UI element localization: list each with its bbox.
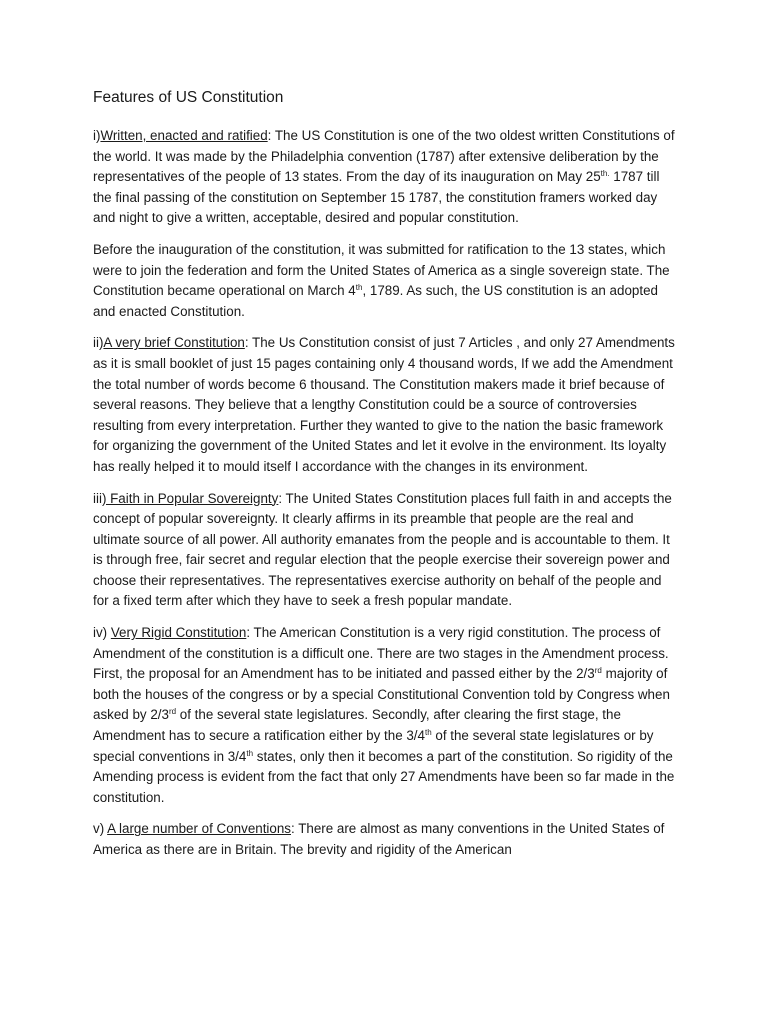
section-3-heading: ) Faith in Popular Sovereignty (101, 490, 279, 506)
section-4-text-2: majority of both the houses of the congress or by a special Constitutional Convention told by Congress when asked by 2/3 (93, 666, 670, 723)
section-1-paragraph-2 (93, 240, 678, 322)
document-page (93, 88, 678, 872)
section-3-body: : The United States Constitution places full faith in and accepts the concept of popular sovereignty. It clearly affirms in its preamble that people are the real and ultimate source of all power. All authority emanates from the people and is accountable to them. It is through free, fair secret and regular election that the people exercise their sovereign power and choose their representatives. The representatives exercise authority on behalf of the people and for a fixed term after which they have to seek a fresh popular mandate. (93, 490, 672, 609)
section-4-superscript-1: rd (594, 666, 602, 676)
section-4-text-1: : The American Constitution is a very rigid constitution. The process of Amendment of the constitution is a difficult one. There are two stages in the Amendment process. First, the proposal for an Amendment has to be initiated and passed either by the 2/3 (93, 625, 669, 682)
document-title: Features of US Constitution (93, 89, 284, 106)
section-5-prefix: v) (93, 821, 108, 837)
section-3-prefix: iii (93, 490, 102, 506)
section-4-superscript-2: rd (168, 707, 177, 717)
section-3-paragraph (93, 489, 678, 613)
section-5-heading: A large number of Conventions (107, 821, 291, 837)
section-4-text-3: of the several state legislatures. Secondly, after clearing the first stage, the Amendment has to secure a ratification either by the 3/4 (93, 707, 621, 744)
section-4-superscript-4: th (246, 748, 254, 758)
section-1-superscript: th. (600, 169, 610, 179)
section-1-heading: Written, enacted and ratified (100, 128, 268, 143)
section-4-paragraph (93, 623, 678, 808)
section-4-text-5: states, only then it becomes a part of the constitution. So rigidity of the Amending process is evident from the fact that only 27 Amendments have been so far made in the constitution. (93, 748, 675, 805)
section-5-paragraph (93, 819, 678, 860)
section-4-heading: Very Rigid Constitution (110, 625, 247, 641)
section-2-body: : The Us Constitution consist of just 7 Articles , and only 27 Amendments as it is small booklet of just 15 pages containing only 4 thousand words, If we add the Amendment the total number of words become 6 thousand. The Constitution makers made it brief because of several reasons. They believe that a lengthy Constitution could be a source of controversies resulting from every interpretation. Further they wanted to give to the nation the basic framework for organizing the government of the United States and let it evolve in the environment. Its loyalty has really helped it to mould itself I accordance with the changes in its environment. (93, 335, 675, 474)
section-4-superscript-3: th (424, 728, 432, 738)
section-1-text-b: 1787 till the final passing of the constitution on September 15 1787, the constitution framers worked day and night to give a written, acceptable, desired and popular constitution. (93, 169, 660, 226)
section-2-heading: A very brief Constitution (103, 335, 245, 351)
section-1-prefix: i) (93, 128, 101, 143)
section-1-text-a: : The US Constitution is one of the two oldest written Constitutions of the world. It was made by the Philadelphia convention (1787) after extensive deliberation by the representatives of the people of 13 states. From the day of its inauguration on May 25 (93, 128, 675, 185)
section-4-text-4: of the several state legislatures or by special conventions in 3/4 (93, 728, 654, 764)
section-2-prefix: ii) (93, 335, 104, 351)
section-1-p2-text-a: Before the inauguration of the constitution, it was submitted for ratification to the 13 states, which were to join the federation and form the United States of America as a single sovereign state. The Constitution became operational on March 4 (93, 241, 670, 299)
section-1-p2-superscript: th (355, 283, 363, 293)
section-2-paragraph (93, 333, 678, 477)
section-1-p2-text-b: , 1789. As such, the US constitution is an adopted and enacted Constitution. (93, 283, 658, 319)
section-4-prefix: iv) (93, 625, 111, 641)
section-5-body: : There are almost as many conventions in the United States of America as there are in Britain. The brevity and rigidity of the American (93, 821, 665, 857)
section-1-paragraph-1 (93, 126, 678, 229)
